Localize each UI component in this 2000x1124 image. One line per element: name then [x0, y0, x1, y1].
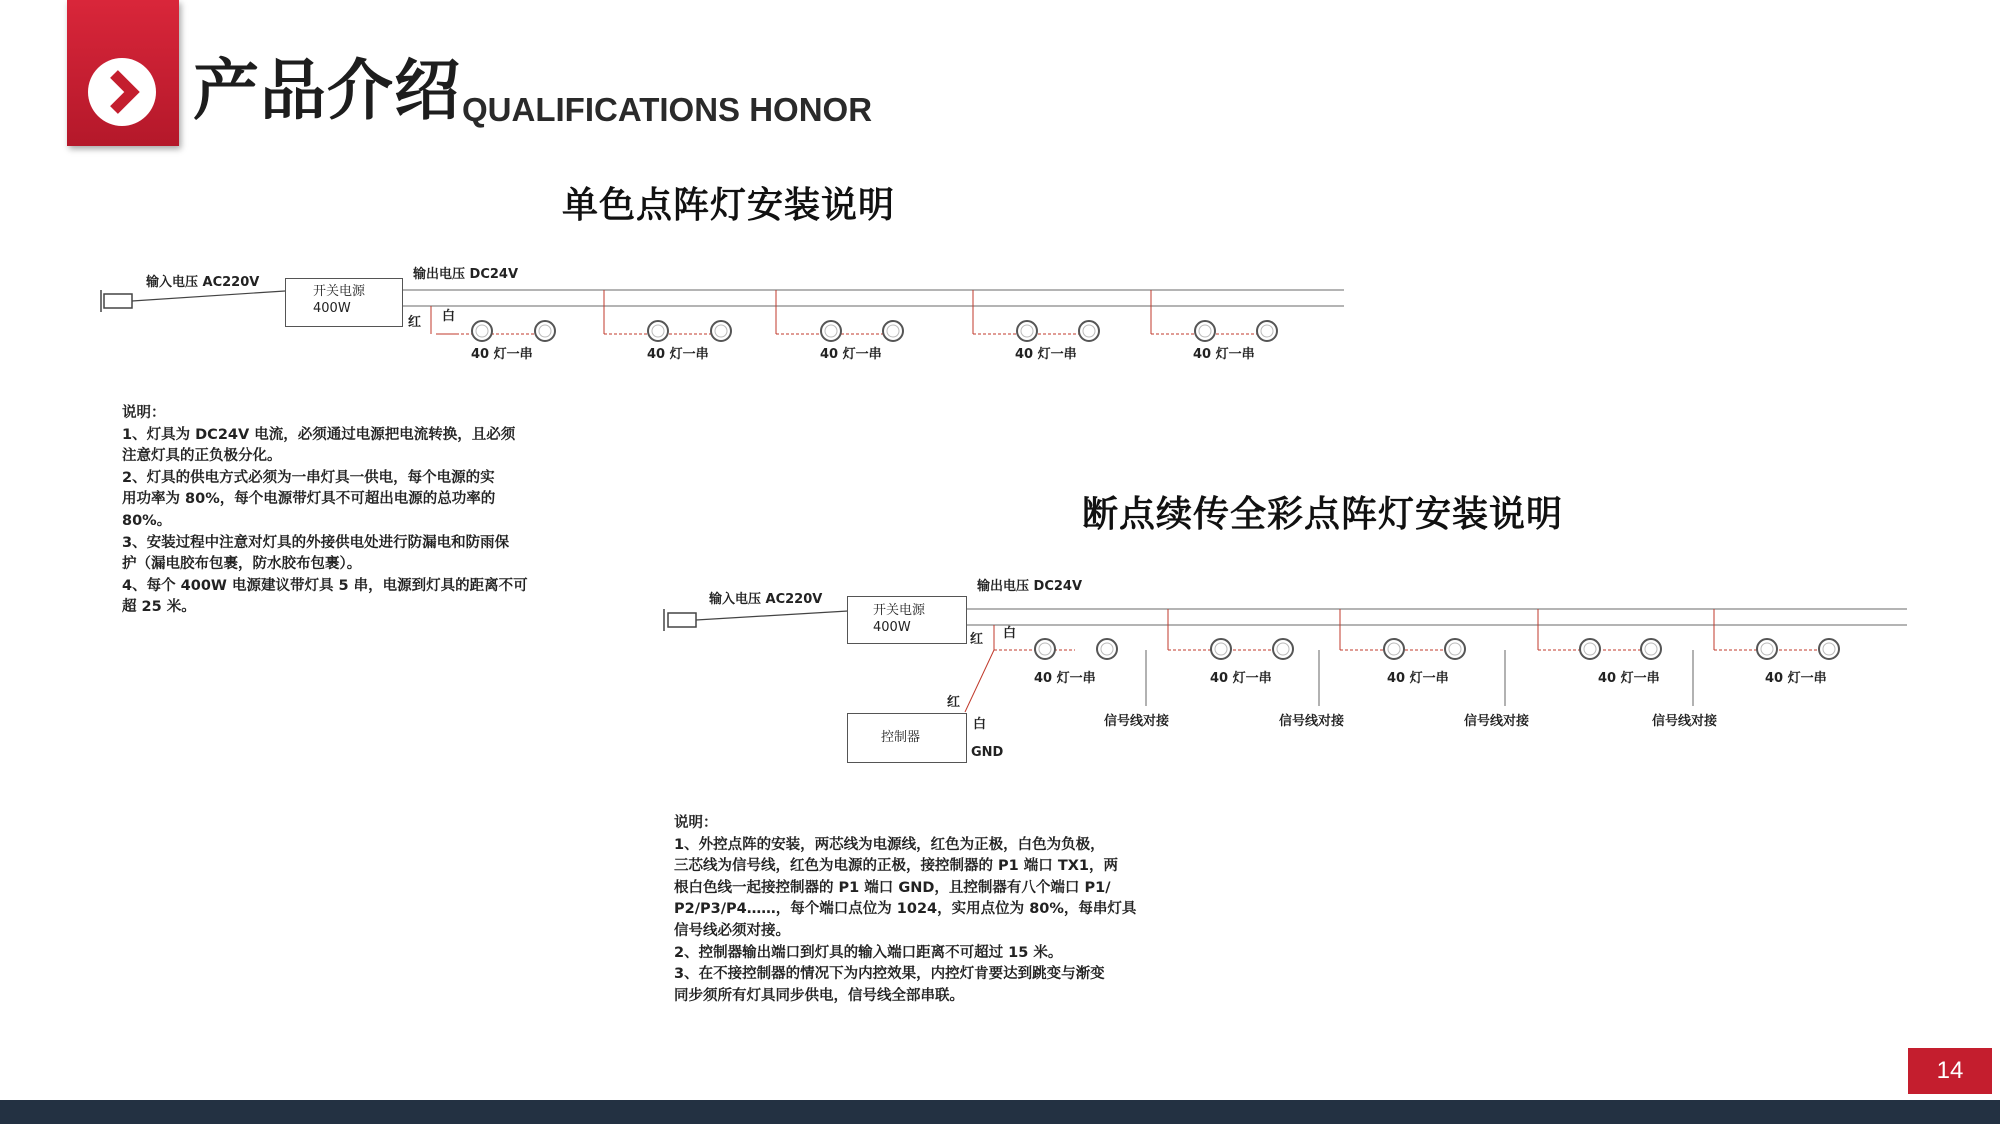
d1-string-label: 40 灯一串 — [1193, 347, 1255, 362]
d2-ctrl-white-label: 白 — [973, 717, 987, 732]
page-title: 产品介绍 — [193, 52, 461, 129]
note-line: 2、控制器输出端口到灯具的输入端口距离不可超过 15 米。 — [674, 944, 1063, 961]
note-line: 注意灯具的正负极分化。 — [122, 448, 282, 465]
d2-signal-label: 信号线对接 — [1104, 714, 1170, 729]
d1-input-label: 输入电压 AC220V — [146, 275, 260, 290]
note-line: 1、外控点阵的安装，两芯线为电源线，红色为正极，白色为负极， — [674, 836, 1105, 853]
d2-input-label: 输入电压 AC220V — [709, 592, 823, 607]
diagram2-title: 断点续传全彩点阵灯安装说明 — [1082, 494, 1564, 535]
note-line: 三芯线为信号线，红色为电源的正极，接控制器的 P1 端口 TX1，两 — [674, 858, 1119, 875]
d2-controller-box — [847, 713, 967, 763]
d1-string-label: 40 灯一串 — [1015, 347, 1077, 362]
d1-string-label: 40 灯一串 — [820, 347, 882, 362]
note-line: 根白色线一起接控制器的 P1 端口 GND，且控制器有八个端口 P1/ — [674, 879, 1111, 896]
d2-string-label: 40 灯一串 — [1387, 671, 1449, 686]
d1-psu-line2: 400W — [313, 301, 351, 316]
note-line: 护（漏电胶布包裹，防水胶布包裹）。 — [122, 556, 362, 573]
d2-signal-label: 信号线对接 — [1464, 714, 1530, 729]
d2-white-label: 白 — [1003, 626, 1017, 641]
d2-gnd-label: GND — [971, 745, 1004, 760]
note-line: 用功率为 80%，每个电源带灯具不可超出电源的总功率的 — [122, 491, 496, 508]
note-line: 2、灯具的供电方式必须为一串灯具一供电，每个电源的实 — [122, 469, 495, 486]
d1-output-label: 输出电压 DC24V — [413, 267, 519, 282]
page-subtitle: QUALIFICATIONS HONOR — [462, 91, 873, 128]
d1-red-label: 红 — [408, 315, 422, 330]
d1-string-label: 40 灯一串 — [471, 347, 533, 362]
note-line: 同步须所有灯具同步供电，信号线全部串联。 — [674, 987, 964, 1004]
note-line: 超 25 米。 — [122, 599, 196, 616]
note-line: P2/P3/P4……，每个端口点位为 1024，实用点位为 80%，每串灯具 — [674, 901, 1137, 918]
diagram1-notes — [122, 403, 528, 619]
d2-string-label: 40 灯一串 — [1034, 671, 1096, 686]
d2-string-label: 40 灯一串 — [1765, 671, 1827, 686]
note-line: 4、每个 400W 电源建议带灯具 5 串，电源到灯具的距离不可 — [122, 577, 528, 594]
d1-psu-box — [285, 278, 403, 327]
page-number: 14 — [1908, 1048, 1992, 1094]
diagram2-notes — [674, 813, 1136, 1007]
d2-output-label: 输出电压 DC24V — [977, 579, 1083, 594]
d2-psu-line2: 400W — [873, 620, 911, 635]
note-line: 1、灯具为 DC24V 电流，必须通过电源把电流转换，且必须 — [122, 426, 516, 443]
d2-psu-box — [847, 596, 967, 644]
d2-signal-label: 信号线对接 — [1652, 714, 1718, 729]
note-line: 3、安装过程中注意对灯具的外接供电处进行防漏电和防雨保 — [122, 534, 510, 551]
footer-bar — [0, 1100, 2000, 1124]
note-line: 80%。 — [122, 512, 172, 529]
d2-controller-label: 控制器 — [881, 730, 921, 745]
d1-white-label: 白 — [442, 309, 456, 324]
note-line: 3、在不接控制器的情况下为内控效果，内控灯肯要达到跳变与渐变 — [674, 966, 1105, 983]
d1-psu-line1: 开关电源 — [313, 284, 366, 299]
d2-ctrl-red-label: 红 — [947, 695, 961, 710]
note-line: 说明： — [674, 815, 718, 831]
d2-string-label: 40 灯一串 — [1598, 671, 1660, 686]
d2-red-label: 红 — [970, 632, 984, 647]
diagram1-title: 单色点阵灯安装说明 — [562, 185, 896, 226]
note-line: 说明： — [122, 405, 166, 421]
d2-psu-line1: 开关电源 — [873, 603, 926, 618]
d2-string-label: 40 灯一串 — [1210, 671, 1272, 686]
d1-string-label: 40 灯一串 — [647, 347, 709, 362]
d2-signal-label: 信号线对接 — [1279, 714, 1345, 729]
note-line: 信号线必须对接。 — [674, 922, 790, 939]
